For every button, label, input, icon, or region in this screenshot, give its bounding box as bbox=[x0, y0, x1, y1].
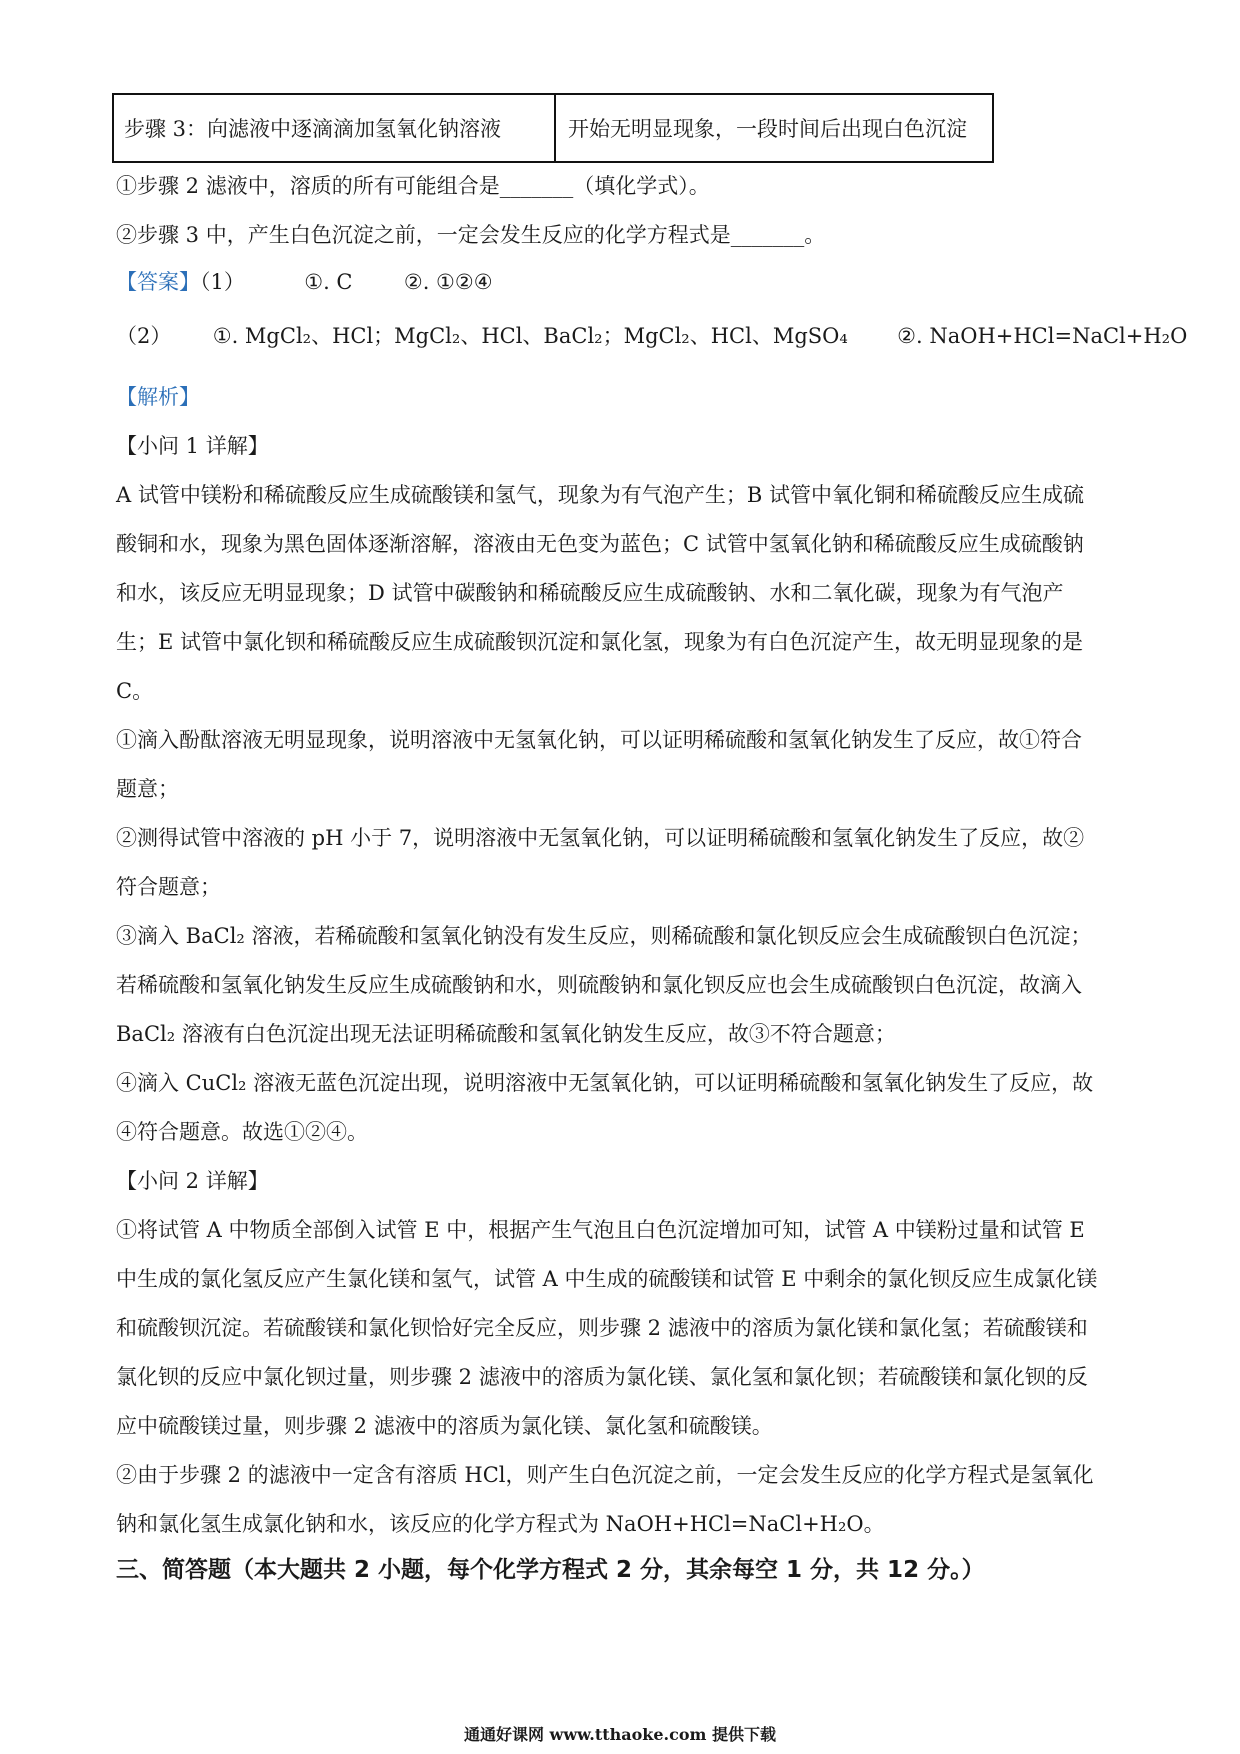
q2-detail-line: 钠和氯化氢生成氯化钠和水，该反应的化学方程式为 NaOH+HCl=NaCl+H₂O。 bbox=[116, 1512, 885, 1536]
q1-detail-line: 生；E 试管中氯化钡和稀硫酸反应生成硫酸钡沉淀和氯化氢，现象为有白色沉淀产生，故无明显现象的是 bbox=[116, 630, 1084, 654]
footer-watermark: 通通好课网 www.tthaoke.com 提供下载 bbox=[463, 1725, 777, 1744]
q1-detail-line: ④符合题意。故选①②④。 bbox=[116, 1120, 368, 1144]
q2-detail-line: 应中硫酸镁过量，则步骤 2 滤液中的溶质为氯化镁、氯化氢和硫酸镁。 bbox=[116, 1414, 773, 1438]
q2-detail-line: 中生成的氯化氢反应产生氯化镁和氢气，试管 A 中生成的硫酸镁和试管 E 中剩余的氯化钡反应生成氯化镁 bbox=[116, 1267, 1098, 1291]
q1-detail-line: ②测得试管中溶液的 pH 小于 7，说明溶液中无氢氧化钠，可以证明稀硫酸和氢氧化钠发生了反应，故② bbox=[116, 826, 1085, 850]
answer-label: 【答案】 bbox=[116, 270, 200, 294]
q1-detail-line: ④滴入 CuCl₂ 溶液无蓝色沉淀出现，说明溶液中无氢氧化钠，可以证明稀硫酸和氢氧化钠发生了反应，故 bbox=[116, 1071, 1094, 1095]
q2-detail-line: ②由于步骤 2 的滤液中一定含有溶质 HCl，则产生白色沉淀之前，一定会发生反应的化学方程式是氢氧化 bbox=[116, 1463, 1094, 1487]
q1-detail-title: 【小问 1 详解】 bbox=[116, 434, 269, 458]
q1-detail-line: 酸铜和水，现象为黑色固体逐渐溶解，溶液由无色变为蓝色；C 试管中氢氧化钠和稀硫酸反应生成硫酸钠 bbox=[116, 532, 1084, 556]
q1-detail-line: A 试管中镁粉和稀硫酸反应生成硫酸镁和氢气，现象为有气泡产生；B 试管中氧化铜和稀硫酸反应生成硫 bbox=[116, 483, 1084, 507]
question-2: ②步骤 3 中，产生白色沉淀之前，一定会发生反应的化学方程式是_______。 bbox=[116, 223, 826, 247]
q1-detail-line: C。 bbox=[116, 679, 154, 703]
q1-detail-line: ③滴入 BaCl₂ 溶液，若稀硫酸和氢氧化钠没有发生反应，则稀硫酸和氯化钡反应会生成硫酸钡白色沉淀； bbox=[116, 924, 1092, 948]
answer-part2-number: （2） bbox=[116, 324, 172, 348]
section-heading: 三、简答题（本大题共 2 小题，每个化学方程式 2 分，其余每空 1 分，共 12 分。） bbox=[116, 1557, 985, 1583]
q1-detail-line: 和水，该反应无明显现象；D 试管中碳酸钠和稀硫酸反应生成硫酸钠、水和二氧化碳，现象为有气泡产 bbox=[116, 581, 1064, 605]
q2-detail-line: ①将试管 A 中物质全部倒入试管 E 中，根据产生气泡且白色沉淀增加可知，试管 A 中镁粉过量和试管 E bbox=[116, 1218, 1085, 1242]
q1-detail-line: BaCl₂ 溶液有白色沉淀出现无法证明稀硫酸和氢氧化钠发生反应，故③不符合题意； bbox=[116, 1022, 896, 1046]
q2-detail-line: 和硫酸钡沉淀。若硫酸镁和氯化钡恰好完全反应，则步骤 2 滤液中的溶质为氯化镁和氯化氢；若硫酸镁和 bbox=[116, 1316, 1088, 1340]
answer-row-2 bbox=[116, 322, 1188, 350]
answer-part1-a: ①. C bbox=[304, 270, 353, 294]
answer-row-1 bbox=[116, 268, 1136, 296]
q1-detail-line: 符合题意； bbox=[116, 875, 221, 899]
q2-detail-line: 氯化钡的反应中氯化钡过量，则步骤 2 滤液中的溶质为氯化镁、氯化氢和氯化钡；若硫酸镁和氯化钡的反 bbox=[116, 1365, 1088, 1389]
q1-detail-line: ①滴入酚酞溶液无明显现象，说明溶液中无氢氧化钠，可以证明稀硫酸和氢氧化钠发生了反应，故①符合 bbox=[116, 728, 1082, 752]
experiment-step-table bbox=[112, 93, 994, 163]
question-1: ①步骤 2 滤液中，溶质的所有可能组合是_______（填化学式）。 bbox=[116, 174, 710, 198]
table-cell-observation: 开始无明显现象，一段时间后出现白色沉淀 bbox=[568, 117, 967, 141]
q1-detail-line: 若稀硫酸和氢氧化钠发生反应生成硫酸钠和水，则硫酸钠和氯化钡反应也会生成硫酸钡白色沉淀，故滴入 bbox=[116, 973, 1082, 997]
answer-part1-b: ②. ①②④ bbox=[403, 270, 493, 294]
q2-detail-title: 【小问 2 详解】 bbox=[116, 1169, 269, 1193]
answer-part2-a: ①. MgCl₂、HCl；MgCl₂、HCl、BaCl₂；MgCl₂、HCl、MgSO₄ bbox=[212, 324, 848, 348]
analysis-label: 【解析】 bbox=[116, 385, 200, 409]
answer-part2-b: ②. NaOH+HCl=NaCl+H₂O bbox=[897, 324, 1188, 348]
q1-detail-line: 题意； bbox=[116, 777, 179, 801]
answer-part1-number: （1） bbox=[200, 270, 245, 294]
table-cell-step: 步骤 3：向滤液中逐滴滴加氢氧化钠溶液 bbox=[114, 95, 556, 161]
